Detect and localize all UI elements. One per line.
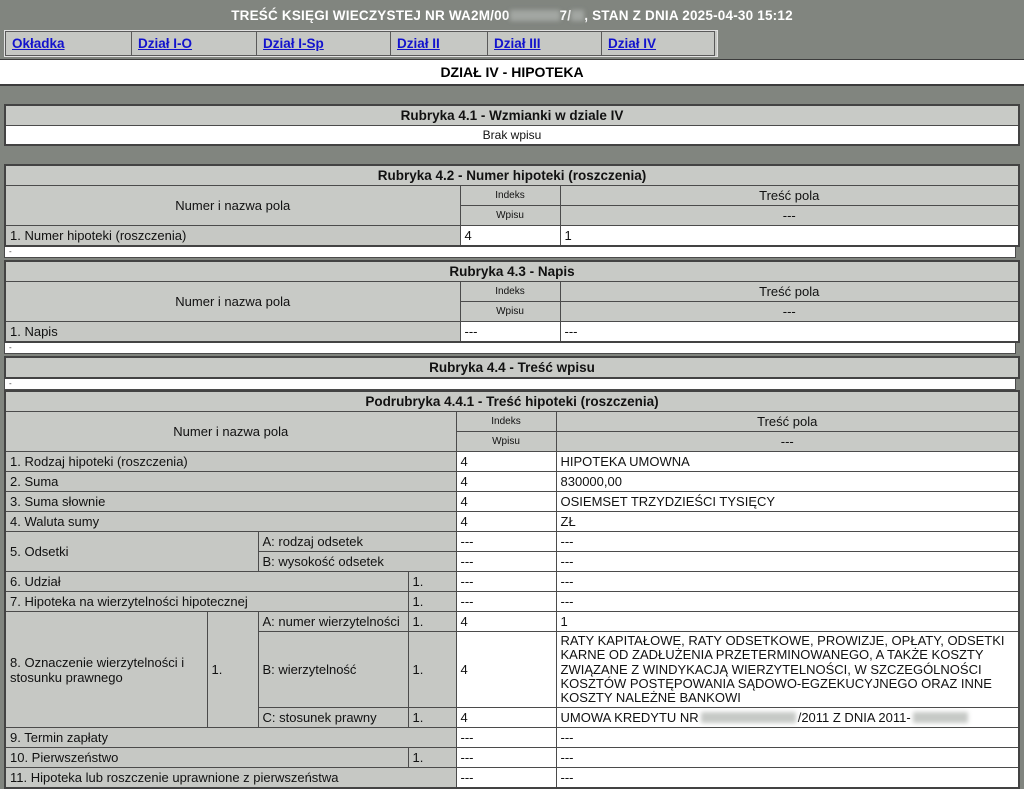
rubryka-4-1-table [4,104,1020,146]
table-row [5,768,1019,789]
rubryka-4-1-title: Rubryka 4.1 - Wzmianki w dziale IV [5,105,1019,126]
field-label-cell: 5. Odsetki [5,532,258,572]
redacted-text [571,10,584,21]
field-label-cell: 1. Numer hipoteki (roszczenia) [5,226,460,247]
document-title-mid: 7/ [559,8,572,23]
index-cell: --- [456,768,556,789]
rubryka-4-3-table [4,260,1020,343]
value-cell: --- [556,748,1019,768]
field-label-cell: 8. Oznaczenie wierzytelności i stosunku prawnego [5,612,207,728]
value-cell: 830000,00 [556,472,1019,492]
value-cell: HIPOTEKA UMOWNA [556,452,1019,472]
index-cell: --- [456,532,556,552]
subfield-label-cell: C: stosunek prawny [258,708,408,728]
tab-okladka[interactable]: Okładka [5,31,132,56]
separator-mark: - [9,247,12,256]
index-cell: --- [456,592,556,612]
column-header-content-sub: --- [560,206,1019,226]
table-row [5,728,1019,748]
separator-mark: - [9,379,12,388]
separator-row [4,343,1016,354]
document-title-bar [0,0,1024,30]
redacted-text [701,712,796,723]
tab-dzial-i-sp[interactable]: Dział I-Sp [257,31,391,56]
rubryka-4-1-empty-note: Brak wpisu [5,126,1019,146]
tab-dzial-iv[interactable]: Dział IV [602,31,715,56]
rubryka-4-2-table [4,164,1020,247]
tab-dzial-i-o[interactable]: Dział I-O [132,31,257,56]
separator-row [4,247,1016,258]
column-header-field: Numer i nazwa pola [5,282,460,322]
item-number-cell: 1. [207,612,258,728]
column-header-content: Treść pola [560,282,1019,302]
table-row [5,452,1019,472]
field-label-cell: 7. Hipoteka na wierzytelności hipotecznej [5,592,408,612]
subfield-label-cell: B: wysokość odsetek [258,552,456,572]
table-row [5,612,1019,632]
index-cell: 4 [456,492,556,512]
table-row [5,748,1019,768]
column-header-field: Numer i nazwa pola [5,412,456,452]
value-cell: --- [556,592,1019,612]
table-row [5,532,1019,552]
table-row [5,512,1019,532]
column-header-index-sub: Wpisu [460,302,560,322]
column-header-content: Treść pola [556,412,1019,432]
column-header-content-sub: --- [556,432,1019,452]
table-row [5,472,1019,492]
item-number-cell: 1. [408,572,456,592]
tab-dzial-iii[interactable]: Dział III [488,31,602,56]
index-cell: --- [460,322,560,343]
field-label-cell: 3. Suma słownie [5,492,456,512]
column-header-index: Indeks [460,186,560,206]
value-cell: --- [556,552,1019,572]
column-header-index: Indeks [460,282,560,302]
item-number-cell: 1. [408,748,456,768]
index-cell: --- [456,728,556,748]
podrubryka-4-4-1-title: Podrubryka 4.4.1 - Treść hipoteki (roszczenia) [5,391,1019,412]
value-cell: 1 [556,612,1019,632]
item-number-cell: 1. [408,632,456,708]
column-header-field: Numer i nazwa pola [5,186,460,226]
index-cell: 4 [460,226,560,247]
podrubryka-4-4-1-table [4,390,1020,789]
field-label-cell: 11. Hipoteka lub roszczenie uprawnione z pierwszeństwa [5,768,456,789]
document-title-prefix: TREŚĆ KSIĘGI WIECZYSTEJ NR WA2M/00 [231,8,510,23]
tab-dzial-ii[interactable]: Dział II [391,31,488,56]
subfield-label-cell: A: numer wierzytelności [258,612,408,632]
table-row [5,322,1019,343]
redacted-text [510,10,560,21]
value-cell: --- [560,322,1019,343]
column-header-index: Indeks [456,412,556,432]
rubryka-4-4-table [4,356,1020,379]
value-text-mid: /2011 Z DNIA 2011- [797,710,911,726]
field-label-cell: 1. Napis [5,322,460,343]
subfield-label-cell: A: rodzaj odsetek [258,532,456,552]
rubryka-4-4-title: Rubryka 4.4 - Treść wpisu [5,357,1019,378]
item-number-cell: 1. [408,592,456,612]
value-cell [556,708,1019,728]
field-label-cell: 4. Waluta sumy [5,512,456,532]
redacted-text [913,712,968,723]
item-number-cell: 1. [408,612,456,632]
index-cell: 4 [456,452,556,472]
index-cell: --- [456,572,556,592]
value-text-prefix: UMOWA KREDYTU NR [560,710,699,726]
field-label-cell: 9. Termin zapłaty [5,728,456,748]
value-cell: --- [556,532,1019,552]
section-tabs [4,30,718,57]
column-header-content-sub: --- [560,302,1019,322]
value-cell: --- [556,572,1019,592]
field-label-cell: 1. Rodzaj hipoteki (roszczenia) [5,452,456,472]
index-cell: 4 [456,512,556,532]
table-row [5,226,1019,247]
index-cell: 4 [456,632,556,708]
index-cell: 4 [456,472,556,492]
field-label-cell: 2. Suma [5,472,456,492]
table-row [5,572,1019,592]
table-row [5,592,1019,612]
value-cell: OSIEMSET TRZYDZIEŚCI TYSIĘCY [556,492,1019,512]
index-cell: --- [456,552,556,572]
value-cell: RATY KAPITAŁOWE, RATY ODSETKOWE, PROWIZJE, OPŁATY, ODSETKI KARNE OD ZADŁUŻENIA PRZETERMINOWANEGO, A TAKŻE KOSZTY ZWIĄZANE Z WINDYKACJĄ WIERZYTELNOŚCI, W SZCZEGÓLNOŚCI KOSZTÓW POSTĘPOWANIA SĄDOWO-EGZEKUCYJNEGO ORAZ INNE KOSZTY NALEŻNE BANKOWI [556,632,1019,708]
section-heading: DZIAŁ IV - HIPOTEKA [0,59,1024,86]
table-row [5,492,1019,512]
value-cell: --- [556,768,1019,789]
rubryka-4-2-title: Rubryka 4.2 - Numer hipoteki (roszczenia) [5,165,1019,186]
separator-mark: - [9,343,12,352]
field-label-cell: 6. Udział [5,572,408,592]
document-title-suffix: , STAN Z DNIA 2025-04-30 15:12 [584,8,793,23]
value-cell: ZŁ [556,512,1019,532]
column-header-content: Treść pola [560,186,1019,206]
index-cell: 4 [456,708,556,728]
value-cell: 1 [560,226,1019,247]
column-header-index-sub: Wpisu [460,206,560,226]
separator-row [4,379,1016,390]
subfield-label-cell: B: wierzytelność [258,632,408,708]
item-number-cell: 1. [408,708,456,728]
rubryka-4-3-title: Rubryka 4.3 - Napis [5,261,1019,282]
value-cell: --- [556,728,1019,748]
field-label-cell: 10. Pierwszeństwo [5,748,408,768]
index-cell: 4 [456,612,556,632]
column-header-index-sub: Wpisu [456,432,556,452]
index-cell: --- [456,748,556,768]
